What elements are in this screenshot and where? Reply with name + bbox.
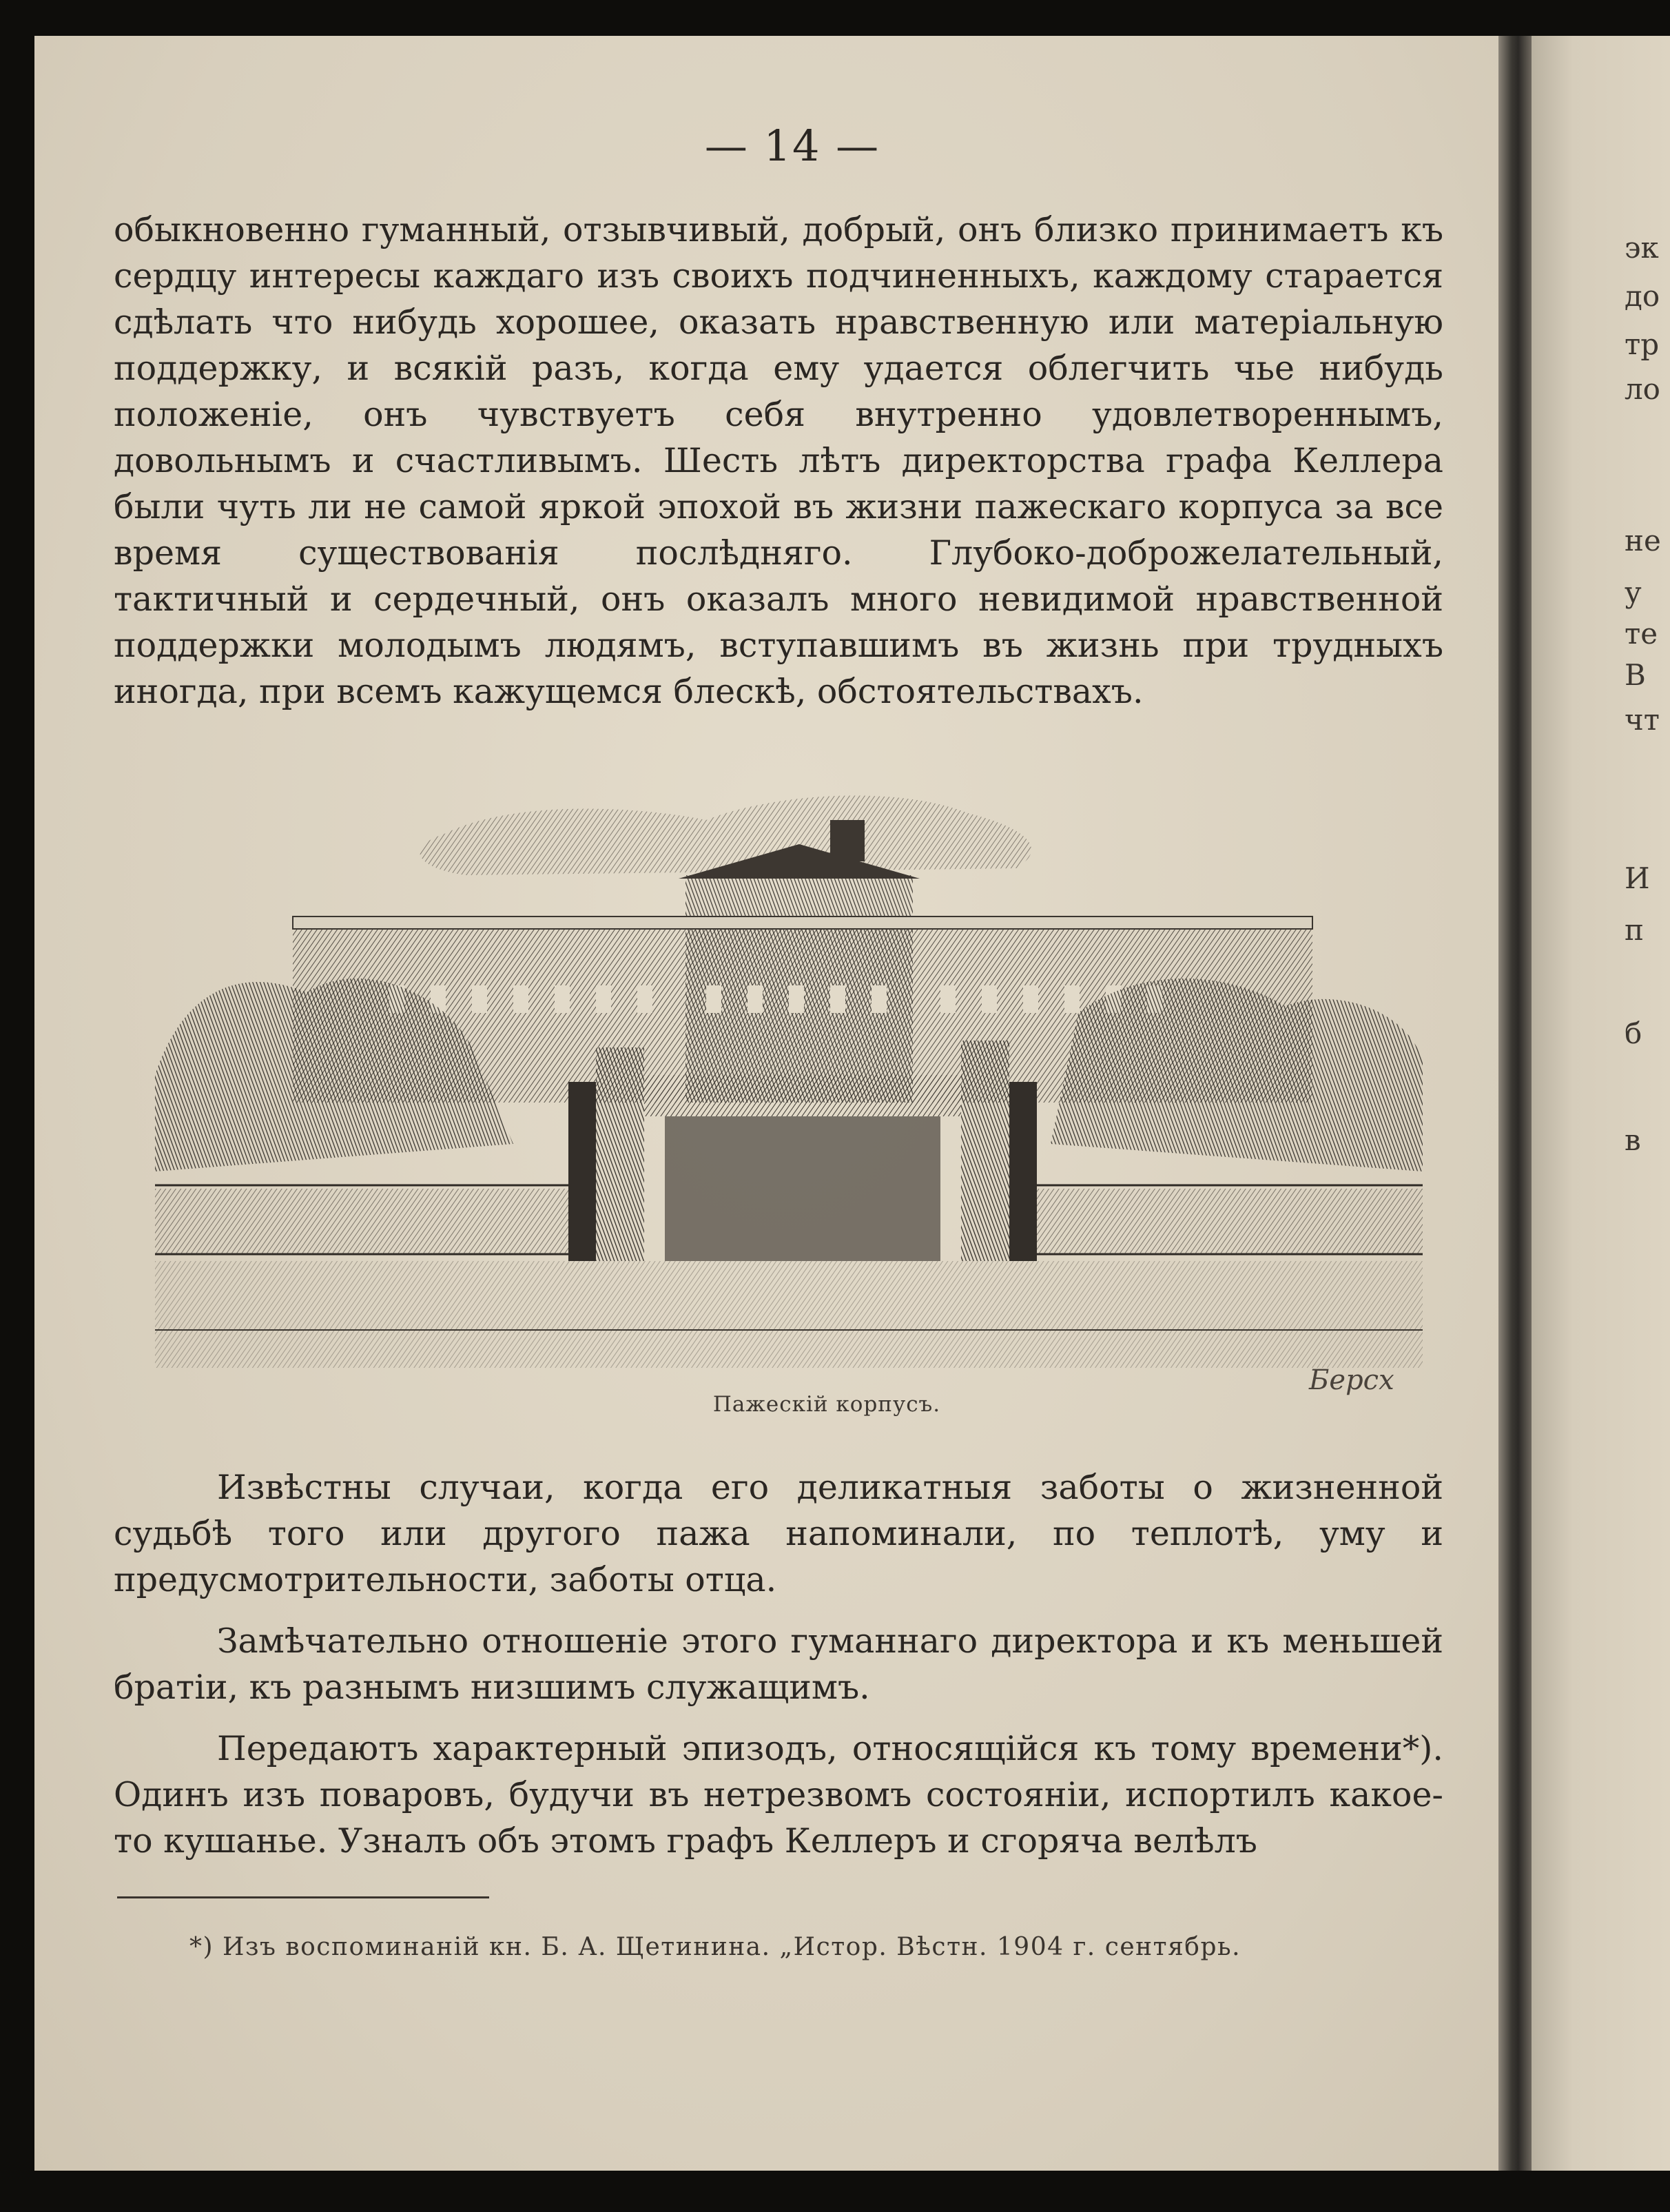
sky-clouds xyxy=(420,796,1031,875)
footnote-divider xyxy=(117,1896,489,1898)
right-fragment: эк xyxy=(1625,231,1659,265)
paragraph-4: Передаютъ характерный эпизодъ, относящійся къ тому времени*). Одинъ изъ поваровъ, будучи въ нетрезвомъ состояніи, испортилъ какое-то кушанье. Узналъ объ этомъ графъ Келлеръ и сгоряча велѣлъ xyxy=(114,1729,1443,1861)
building-engraving xyxy=(155,786,1423,1368)
trees-right xyxy=(1051,979,1423,1171)
page-number: — 14 — xyxy=(704,121,880,171)
gate-arch xyxy=(644,1075,961,1116)
illustration-caption: Пажескій корпусъ. xyxy=(712,1392,941,1417)
right-fragment: В xyxy=(1625,658,1646,692)
gate-right-pillar xyxy=(961,1041,1009,1261)
gate-pillar xyxy=(1009,1082,1037,1261)
right-fragment: в xyxy=(1625,1123,1641,1157)
footnote: *) Изъ воспоминаній кн. Б. А. Щетинина. „Истор. Вѣстн. 1904 г. сентябрь. xyxy=(189,1933,1241,1961)
right-fragment: чт xyxy=(1625,703,1660,737)
paragraph-2: Извѣстны случаи, когда его деликатныя заботы о жизненной судьбѣ того или другого пажа напоминали, по теплотѣ, уму и предусмотрительности, заботы отца. xyxy=(114,1468,1443,1599)
right-fragment: б xyxy=(1625,1016,1642,1050)
right-fragment: не xyxy=(1625,524,1661,557)
body-text-lower xyxy=(114,1464,1443,1864)
right-fragment: п xyxy=(1625,913,1644,947)
paragraph-1: обыкновенно гуманный, отзывчивый, добрый, онъ близко принимаетъ къ сердцу интересы каждаго изъ своихъ подчиненныхъ, каждому старается сдѣлать что нибудь хорошее, оказать нравственную или матеріальную поддержку, и всякій разъ, когда ему удается облегчить чье нибудь положеніе, онъ чувствуетъ себя внутренно удовлетвореннымъ, довольнымъ и счастливымъ. Шесть лѣтъ директорства графа Келлера были чуть ли не самой яркой эпохой въ жизни пажескаго корпуса за все время существованія послѣдняго. Глубоко-доброжелательный, тактичный и сердечный, онъ оказалъ много невидимой нравственной поддержки молодымъ людямъ, вступавшимъ въ жизнь при трудныхъ иногда, при всемъ кажущемся блескѣ, обстоятельствахъ. xyxy=(114,210,1443,711)
engraver-signature: Берсх xyxy=(1309,1364,1394,1396)
right-fragment: до xyxy=(1625,279,1660,313)
paragraph-3: Замѣчательно отношеніе этого гуманнаго директора и къ меньшей братіи, къ разнымъ низшимъ служащимъ. xyxy=(114,1621,1443,1707)
right-fragment: И xyxy=(1625,861,1650,895)
right-fragment: те xyxy=(1625,617,1658,651)
book-gutter xyxy=(1498,36,1532,2171)
gate-left-pillar xyxy=(596,1047,644,1261)
right-fragment: тр xyxy=(1625,327,1660,361)
right-fragment: у xyxy=(1625,575,1642,609)
right-fragment: ло xyxy=(1625,372,1660,406)
gate-pillar xyxy=(568,1082,596,1261)
ground xyxy=(155,1261,1423,1368)
